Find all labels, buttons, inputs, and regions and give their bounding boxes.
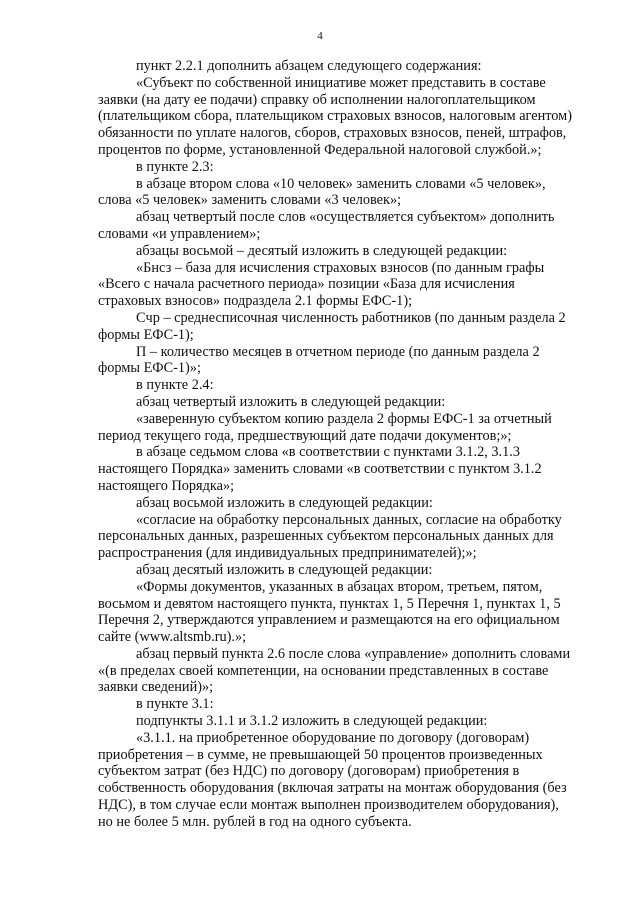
paragraph-8: Cчр – среднесписочная численность работников (по данным раздела 2 формы ЕФС-1); bbox=[98, 309, 566, 343]
paragraph-13: в абзаце седьмом слова «в соответствии с пунктами 3.1.2, 3.1.3 настоящего Порядка» заменить словами «в соответствии с пунктом 3.1.2 настоящего Порядка»; bbox=[98, 444, 542, 494]
paragraph-7: «Бнсз – база для исчисления страховых взносов (по данным графы «Всего с начала расчетного периода» позиции «База для исчисления страховых взносов» подраздела 2.1 формы ЕФС-1); bbox=[98, 259, 545, 310]
paragraph-10: в пункте 2.4: bbox=[136, 377, 214, 394]
paragraph-14: абзац восьмой изложить в следующей редакции: bbox=[136, 494, 433, 511]
paragraph-2: «Субъект по собственной инициативе может представить в составе заявки (на дату ее подачи) справку об исполнении налогоплательщиком (плательщиком сбора, плательщиком страховых взносов, налоговым агентом) обязанности по уплате налогов, сборов, страховых взносов, пеней, штрафов, процентов по форме, установленной Федеральной налоговой службой.»; bbox=[98, 74, 572, 158]
document-body bbox=[98, 58, 600, 831]
paragraph-5: абзац четвертый после слов «осуществляется субъектом» дополнить словами «и управлением»; bbox=[98, 209, 555, 242]
paragraph-21: «3.1.1. на приобретенное оборудование по договору (договорам) приобретения – в сумме, не превышающей 50 процентов произведенных субъектом затрат (без НДС) по договору (договорам) приобретения в собственность оборудования (включая затраты на монтаж оборудования (без НДС), в том случае если монтаж выполнен производителем оборудования), но не более 5 млн. рублей в год на одного субъекта. bbox=[98, 729, 567, 830]
paragraph-16: абзац десятый изложить в следующей редакции: bbox=[136, 561, 433, 578]
paragraph-3: в пункте 2.3: bbox=[136, 158, 214, 175]
paragraph-15: «согласие на обработку персональных данных, согласие на обработку персональных данных, разрешенных субъектом персональных данных для распространения (для индивидуальных предпринимателей);»; bbox=[98, 511, 562, 562]
paragraph-1: пункт 2.2.1 дополнить абзацем следующего содержания: bbox=[136, 58, 482, 74]
paragraph-19: в пункте 3.1: bbox=[136, 696, 214, 713]
page-number: 4 bbox=[317, 30, 323, 42]
paragraph-20: подпункты 3.1.1 и 3.1.2 изложить в следующей редакции: bbox=[136, 713, 488, 730]
paragraph-6: абзацы восьмой – десятый изложить в следующей редакции: bbox=[136, 242, 508, 259]
paragraph-12: «заверенную субъектом копию раздела 2 формы ЕФС-1 за отчетный период текущего года, предшествующий дате подачи документов;»; bbox=[98, 410, 552, 444]
paragraph-9: П – количество месяцев в отчетном периоде (по данным раздела 2 формы ЕФС-1)»; bbox=[98, 343, 540, 377]
paragraph-17: «Формы документов, указанных в абзацах втором, третьем, пятом, восьмом и девятом настоящего пункта, пунктах 1, 5 Перечня 1, пунктах 1, 5 Перечня 2, утверждаются управлением и размещаются на его официальном сайте (www.altsmb.ru).»; bbox=[98, 578, 561, 646]
paragraph-11: абзац четвертый изложить в следующей редакции: bbox=[136, 393, 446, 410]
paragraph-18: абзац первый пункта 2.6 после слова «управление» дополнить словами «(в пределах своей компетенции, на основании представленных в составе заявки сведений)»; bbox=[98, 645, 571, 696]
paragraph-4: в абзаце втором слова «10 человек» заменить словами «5 человек», слова «5 человек» заменить словами «3 человек»; bbox=[98, 175, 546, 209]
